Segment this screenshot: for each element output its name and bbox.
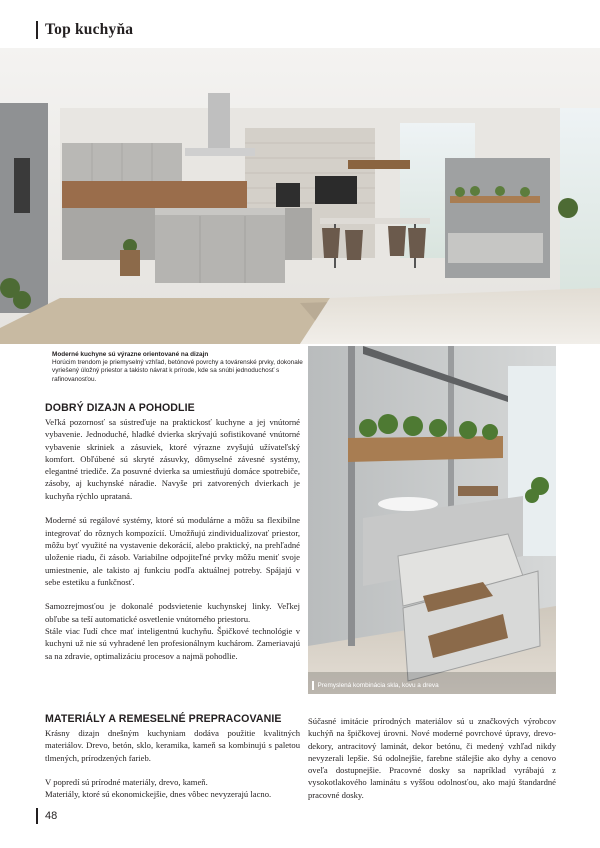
hero-caption-title: Moderné kuchyne sú výrazne orientované na dizajn <box>52 351 209 358</box>
section-materials-text-left <box>45 727 300 801</box>
section-heading-design: DOBRÝ DIZAJN A POHODLIE <box>45 402 195 414</box>
hero-kitchen-photo <box>0 48 600 344</box>
paragraph: Materiály, ktoré sú ekonomickejšie, dnes vôbec nevyzerajú lacno. <box>45 789 272 800</box>
paragraph: Moderné sú regálové systémy, ktoré sú modulárne a môžu sa flexibilne integrovať do rôznych kompozícií. Umožňujú zindividualizovať priestor, môžu byť využité na vystavenie dekorácií, alebo praktický, na prehľadné uloženie riadu, či zásob. Variabilne odpojiteľné prvky môžu meniť svoje umiestnenie, ale takisto aj funkciu podľa aktuálnej potreby. Spájajú v sebe estetiku a funkčnosť. <box>45 515 300 587</box>
page-footer <box>36 808 57 824</box>
page-title: Top kuchyňa <box>45 21 134 38</box>
hero-caption <box>52 351 304 384</box>
paragraph: V popredí sú prírodné materiály, drevo, kameň. <box>45 777 208 788</box>
paragraph: Samozrejmosťou je dokonalé podsvietenie kuchynskej linky. Veľkej obľube sa teší automatické osvetlenie vnútorného priestoru. <box>45 601 300 624</box>
shelving-caption <box>312 681 439 690</box>
page-header <box>36 18 133 42</box>
paragraph: Veľká pozornosť sa sústreďuje na praktickosť kuchyne a jej vnútorné vybavenie. Jednoduché, hladké dvierka skrývajú sofistikované vnútorné vybavenie skriniek a zásuviek, ktoré výrazne zvyšujú užívateľský komfort. Obľúbené sú skryté zásuvky, dômyselné závesné systémy, elegantné triediče. Za posuvné dvierka sa umiestňujú domáce spotrebiče, zásoby, aj kuchynské náradie. Navyše pri zatvorených dvierkach je kuchyňa rýchlo uprataná. <box>45 417 300 501</box>
shelving-caption-text: Premyslená kombinácia skla, kovu a dreva <box>317 682 439 689</box>
shelving-photo <box>308 346 556 694</box>
caption-rule <box>312 681 314 690</box>
header-rule <box>36 21 38 39</box>
hero-caption-text: Horúcim trendom je priemyselný vzhľad, betónové povrchy a továrenské prvky, dokonale vyriešený úložný priestor a takisto návrat k prírode, kde sa snúbi jednoduchosť s rafinovanosťou. <box>52 359 303 383</box>
footer-rule <box>36 808 38 824</box>
section-materials-text-right <box>308 715 556 801</box>
section-heading-materials: MATERIÁLY A REMESELNÉ PREPRACOVANIE <box>45 713 282 725</box>
page-number: 48 <box>45 810 58 822</box>
paragraph: Stále viac ľudí chce mať inteligentnú kuchyňu. Špičkové technológie v kuchyni už nie sú vyhradené len profesionálnym kuchárom. Zameriavajú sa na zdravie, optimalizáciu procesov a najmä pohodlie. <box>45 626 300 661</box>
paragraph: Súčasné imitácie prírodných materiálov sú u značkových výrobcov kuchýň na špičkovej úrovni. Nové moderné povrchové úpravy, drevo-dekory, antracitový laminát, dekor betónu, či medený vzhľad nikdy nevyzerali lepšie. Sú odolnejšie, farebne stálejšie ako dyhy a cenovo oveľa dostupnejšie. Pracovné dosky sa napríklad vyrábajú z vysokotlakového laminátu s vyššou odolnosťou, ako majú štandardné pracovné dosky. <box>308 716 556 800</box>
section-design-text <box>45 416 300 662</box>
paragraph: Krásny dizajn dnešným kuchyniam dodáva použitie kvalitných materiálov. Drevo, betón, sklo, keramika, kameň sa kombinujú s paletou tlmených, prírodzených farieb. <box>45 728 300 763</box>
